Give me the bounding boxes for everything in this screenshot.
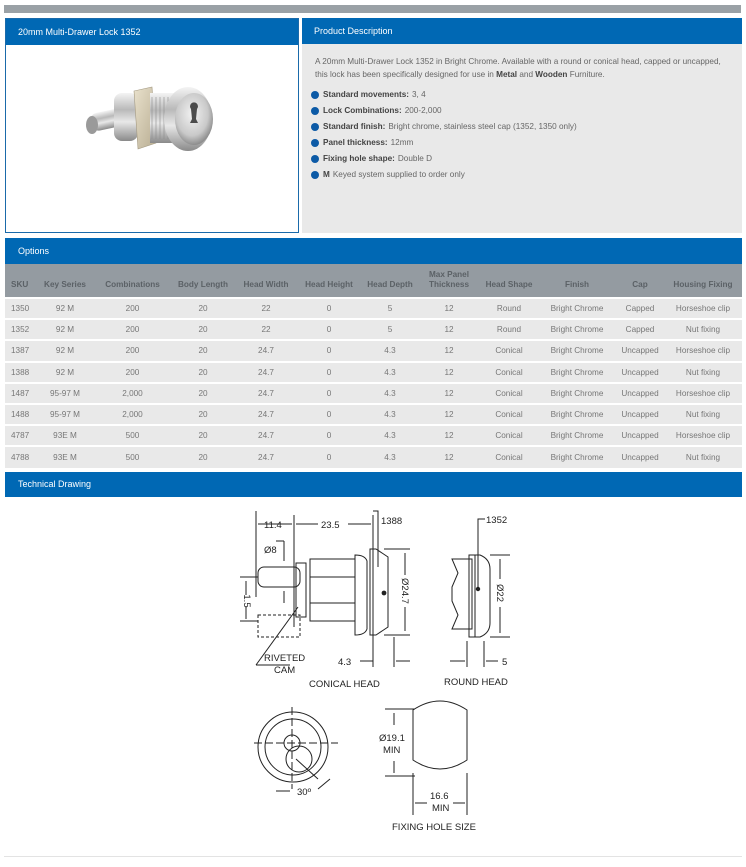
table-cell: 1488 xyxy=(5,404,35,425)
table-row xyxy=(5,319,742,340)
table-cell: 4787 xyxy=(5,425,35,446)
table-cell: Capped xyxy=(616,298,664,319)
table-cell: Uncapped xyxy=(616,425,664,446)
description-intro xyxy=(302,44,742,81)
table-cell: 200 xyxy=(95,319,170,340)
table-cell: 0 xyxy=(296,298,362,319)
table-cell: 20 xyxy=(170,425,236,446)
table-cell: Bright Chrome xyxy=(538,446,616,467)
table-row xyxy=(5,446,742,467)
table-cell: 20 xyxy=(170,340,236,361)
fixing-hole-drawing xyxy=(385,701,467,815)
dim-11-4: 11.4 xyxy=(264,520,282,531)
feature-item xyxy=(311,151,732,167)
dim-width-min: MIN xyxy=(432,803,450,814)
table-cell: 24.7 xyxy=(236,362,296,383)
table-cell: Bright Chrome xyxy=(538,362,616,383)
feature-label: Lock Combinations: xyxy=(323,106,402,115)
feature-value: Double D xyxy=(397,154,433,163)
options-section xyxy=(5,238,742,468)
dim-dia-24-7: Ø24.7 xyxy=(399,578,410,604)
table-cell: 4.3 xyxy=(362,340,418,361)
feature-label: Fixing hole shape: xyxy=(323,154,395,163)
table-cell: 1388 xyxy=(5,362,35,383)
options-heading: Options xyxy=(5,238,742,264)
table-cell: Round xyxy=(480,298,538,319)
ref-1388: 1388 xyxy=(381,516,403,527)
intro-text-and: and xyxy=(517,69,536,79)
table-cell: 22 xyxy=(236,298,296,319)
table-cell: 2,000 xyxy=(95,404,170,425)
column-header: Body Length xyxy=(177,280,229,289)
table-cell: 92 M xyxy=(35,319,95,340)
table-cell: Capped xyxy=(616,319,664,340)
table-cell: Horseshoe clip xyxy=(664,383,742,404)
table-cell: 0 xyxy=(296,362,362,383)
feature-item xyxy=(311,87,732,103)
table-cell: 24.7 xyxy=(236,383,296,404)
table-cell: 93E M xyxy=(35,446,95,467)
table-row xyxy=(5,425,742,446)
table-cell: 0 xyxy=(296,446,362,467)
description-heading: Product Description xyxy=(302,18,742,44)
table-cell: Horseshoe clip xyxy=(664,298,742,319)
table-cell: Uncapped xyxy=(616,340,664,361)
table-cell: Conical xyxy=(480,340,538,361)
table-cell: 95-97 M xyxy=(35,383,95,404)
table-cell: 4.3 xyxy=(362,404,418,425)
column-header: Combinations xyxy=(105,280,160,289)
dim-4-3: 4.3 xyxy=(338,657,352,668)
table-cell: 4788 xyxy=(5,446,35,467)
table-cell: 12 xyxy=(418,425,480,446)
table-cell: 24.7 xyxy=(236,340,296,361)
feature-label: Standard finish: xyxy=(323,122,386,131)
bullet-icon xyxy=(311,107,319,115)
table-cell: 0 xyxy=(296,383,362,404)
table-body xyxy=(5,298,742,468)
table-cell: 4.3 xyxy=(362,383,418,404)
table-cell: 4.3 xyxy=(362,362,418,383)
table-cell: 200 xyxy=(95,340,170,361)
table-cell: 20 xyxy=(170,362,236,383)
table-cell: Uncapped xyxy=(616,404,664,425)
table-cell: Bright Chrome xyxy=(538,383,616,404)
feature-label: M xyxy=(323,170,330,179)
table-cell: 20 xyxy=(170,404,236,425)
caption-fixing-hole-size: FIXING HOLE SIZE xyxy=(392,822,476,833)
table-row xyxy=(5,383,742,404)
table-cell: Round xyxy=(480,319,538,340)
table-cell: 200 xyxy=(95,298,170,319)
dim-dia-22: Ø22 xyxy=(494,584,505,602)
table-cell: 1350 xyxy=(5,298,35,319)
table-cell: 0 xyxy=(296,319,362,340)
dim-dia-8: Ø8 xyxy=(264,545,277,556)
table-cell: 92 M xyxy=(35,340,95,361)
table-cell: 12 xyxy=(418,298,480,319)
table-cell: Horseshoe clip xyxy=(664,425,742,446)
bottom-divider xyxy=(4,856,742,857)
label-riveted: RIVETED xyxy=(264,653,306,664)
ref-1352: 1352 xyxy=(486,515,508,526)
table-cell: 12 xyxy=(418,319,480,340)
bullet-icon xyxy=(311,171,319,179)
column-header: Head Width xyxy=(243,280,289,289)
dim-16-6: 16.6 xyxy=(430,791,449,802)
feature-label: Standard movements: xyxy=(323,90,409,99)
table-cell: 20 xyxy=(170,319,236,340)
table-cell: Uncapped xyxy=(616,446,664,467)
table-cell: 0 xyxy=(296,340,362,361)
column-header: Key Series xyxy=(44,280,86,289)
feature-item xyxy=(311,119,732,135)
end-view-drawing xyxy=(254,707,338,791)
dim-angle-30: 30º xyxy=(297,787,312,798)
column-header: Head Shape xyxy=(485,280,533,289)
options-table xyxy=(5,264,742,468)
table-cell: 95-97 M xyxy=(35,404,95,425)
feature-label: Panel thickness: xyxy=(323,138,388,147)
table-header-row xyxy=(5,264,742,298)
table-cell: 500 xyxy=(95,425,170,446)
table-cell: 4.3 xyxy=(362,425,418,446)
column-header: Head Depth xyxy=(367,280,413,289)
dim-23-5: 23.5 xyxy=(321,520,340,531)
column-header: Head Height xyxy=(305,280,353,289)
column-header: Finish xyxy=(564,280,590,289)
table-cell: 1387 xyxy=(5,340,35,361)
table-row xyxy=(5,404,742,425)
table-cell: 92 M xyxy=(35,362,95,383)
table-cell: 12 xyxy=(418,383,480,404)
dim-dia-19-1: Ø19.1 xyxy=(379,733,405,744)
table-cell: 0 xyxy=(296,425,362,446)
table-cell: 20 xyxy=(170,383,236,404)
table-cell: 2,000 xyxy=(95,383,170,404)
center-dot xyxy=(382,591,387,596)
table-row xyxy=(5,298,742,319)
table-cell: Conical xyxy=(480,425,538,446)
center-dot xyxy=(476,587,480,591)
feature-item xyxy=(311,103,732,119)
caption-round-head: ROUND HEAD xyxy=(444,677,508,688)
product-photo xyxy=(76,53,236,193)
column-header: SKU xyxy=(11,280,29,289)
table-cell: Bright Chrome xyxy=(538,404,616,425)
feature-list xyxy=(302,81,742,183)
caption-conical-head: CONICAL HEAD xyxy=(309,679,380,690)
dim-5: 5 xyxy=(502,657,508,668)
product-image-panel xyxy=(5,18,299,233)
table-cell: Bright Chrome xyxy=(538,298,616,319)
table-cell: 1352 xyxy=(5,319,35,340)
table-cell: Conical xyxy=(480,383,538,404)
table-cell: 22 xyxy=(236,319,296,340)
technical-drawing xyxy=(0,497,746,842)
table-cell: Nut fixing xyxy=(664,362,742,383)
table-cell: Horseshoe clip xyxy=(664,340,742,361)
bullet-icon xyxy=(311,91,319,99)
technical-drawing-heading: Technical Drawing xyxy=(5,472,742,497)
table-cell: Uncapped xyxy=(616,383,664,404)
feature-value: 3, 4 xyxy=(412,90,426,99)
bullet-icon xyxy=(311,139,319,147)
table-cell: Conical xyxy=(480,404,538,425)
table-cell: 500 xyxy=(95,446,170,467)
table-cell: 12 xyxy=(418,340,480,361)
table-cell: 4.3 xyxy=(362,446,418,467)
table-cell: 5 xyxy=(362,319,418,340)
table-cell: 12 xyxy=(418,404,480,425)
dim-dia-min: MIN xyxy=(383,745,401,756)
column-header: Max Panel Thickness xyxy=(428,270,470,289)
table-cell: 93E M xyxy=(35,425,95,446)
table-cell: Bright Chrome xyxy=(538,425,616,446)
dim-1-5: 1.5 xyxy=(241,594,252,608)
column-header: Cap xyxy=(632,280,648,289)
table-cell: Bright Chrome xyxy=(538,340,616,361)
intro-bold-wooden: Wooden xyxy=(535,69,568,79)
table-cell: 20 xyxy=(170,298,236,319)
table-cell: Bright Chrome xyxy=(538,319,616,340)
table-cell: 0 xyxy=(296,404,362,425)
feature-value: 200-2,000 xyxy=(404,106,442,115)
table-cell: 12 xyxy=(418,446,480,467)
feature-value: 12mm xyxy=(390,138,414,147)
column-header: Housing Fixing xyxy=(673,280,733,289)
intro-text: A 20mm Multi-Drawer Lock 1352 in Bright Chrome. Available with a round or conical head, capped or uncapped, this lock has been specifically designed for use in xyxy=(315,57,721,79)
label-cam: CAM xyxy=(274,665,296,676)
intro-bold-metal: Metal xyxy=(496,69,518,79)
feature-value: Bright chrome, stainless steel cap (1352, 1350 only) xyxy=(388,122,577,131)
conical-head-drawing xyxy=(240,511,410,667)
top-divider-bar xyxy=(4,5,741,13)
bullet-icon xyxy=(311,123,319,131)
table-row xyxy=(5,362,742,383)
feature-value: Keyed system supplied to order only xyxy=(332,170,465,179)
table-cell: 24.7 xyxy=(236,404,296,425)
table-cell: 1487 xyxy=(5,383,35,404)
table-cell: 12 xyxy=(418,362,480,383)
table-cell: Uncapped xyxy=(616,362,664,383)
bullet-icon xyxy=(311,155,319,163)
table-cell: Nut fixing xyxy=(664,446,742,467)
table-cell: 200 xyxy=(95,362,170,383)
feature-item xyxy=(311,167,732,183)
product-title: 20mm Multi-Drawer Lock 1352 xyxy=(6,19,298,45)
table-cell: Nut fixing xyxy=(664,319,742,340)
table-cell: 20 xyxy=(170,446,236,467)
product-description-panel xyxy=(302,18,742,233)
table-cell: 92 M xyxy=(35,298,95,319)
table-cell: 24.7 xyxy=(236,446,296,467)
table-cell: Conical xyxy=(480,362,538,383)
feature-item xyxy=(311,135,732,151)
table-cell: 5 xyxy=(362,298,418,319)
table-cell: 24.7 xyxy=(236,425,296,446)
intro-text-end: Furniture. xyxy=(567,69,605,79)
table-row xyxy=(5,340,742,361)
table-cell: Conical xyxy=(480,446,538,467)
table-cell: Nut fixing xyxy=(664,404,742,425)
